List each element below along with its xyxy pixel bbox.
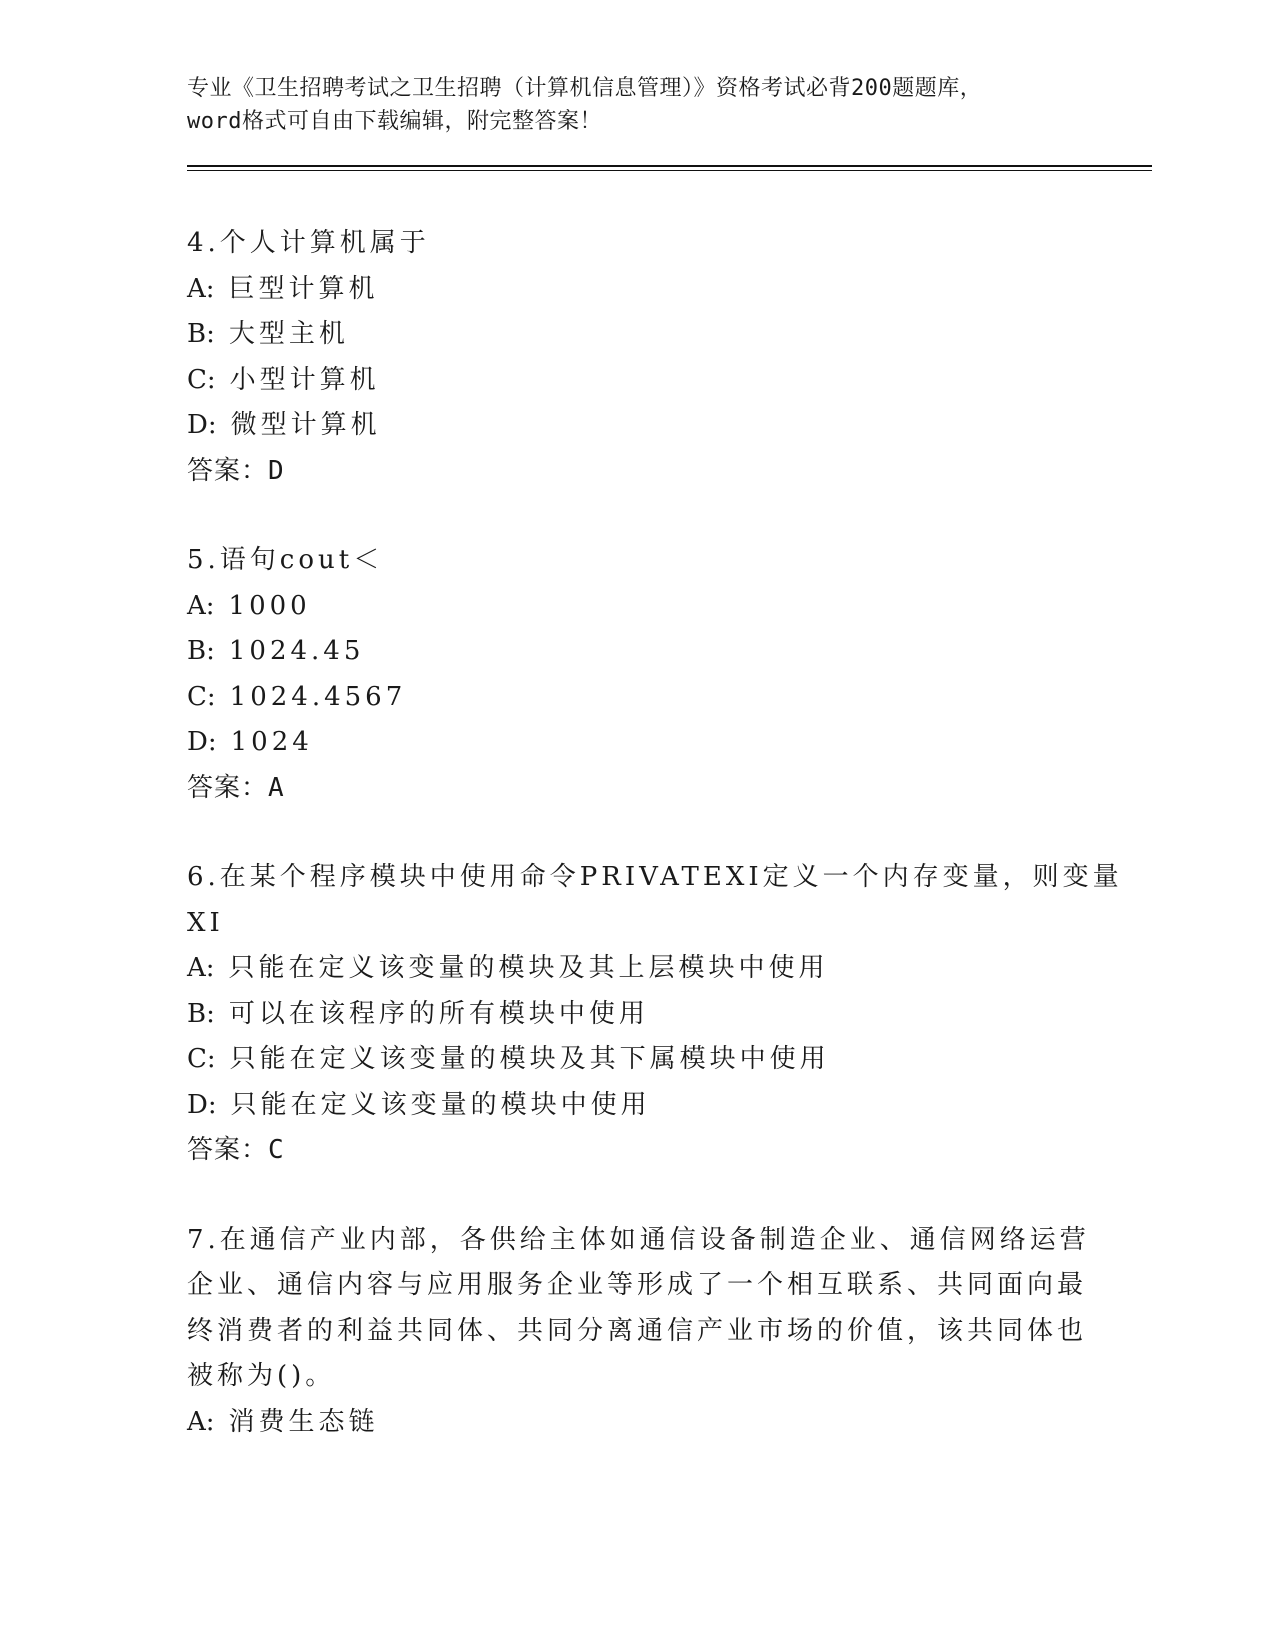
document-page: [187, 72, 1152, 1489]
header-title-line-1: 专业《卫生招聘考试之卫生招聘（计算机信息管理）》资格考试必背200题题库，: [187, 76, 983, 101]
answer-option: [187, 1400, 1152, 1446]
option-text: 可以在该程序的所有模块中使用: [228, 998, 649, 1029]
answer-option: [187, 1037, 1152, 1083]
question-text: 企业、通信内容与应用服务企业等形成了一个相互联系、共同面向最: [187, 1270, 1088, 1300]
option-text: 1024: [230, 727, 313, 757]
option-letter: D:: [187, 410, 217, 440]
answer-option: [187, 358, 1152, 404]
question-text: 7.在通信产业内部，各供给主体如通信设备制造企业、通信网络运营: [187, 1224, 1090, 1255]
option-text: 只能在定义该变量的模块及其上层模块中使用: [228, 953, 829, 983]
option-letter: C:: [187, 1044, 216, 1074]
answer-option: [187, 992, 1152, 1038]
answer-option: [187, 629, 1152, 675]
answer-option: [187, 675, 1152, 721]
option-letter: A:: [187, 273, 215, 304]
option-text: 1024.45: [228, 636, 365, 666]
answer-option: [187, 946, 1152, 992]
option-letter: B:: [187, 319, 215, 349]
option-text: 1000: [228, 590, 311, 621]
question-text: 被称为()。: [187, 1361, 336, 1391]
answer-option: [187, 584, 1152, 630]
option-text: 1024.4567: [229, 681, 407, 712]
option-letter: D:: [187, 1089, 217, 1120]
option-text: 巨型计算机: [228, 273, 379, 304]
divider-line-thin: [187, 170, 1152, 171]
answer-key: 答案：D: [187, 455, 285, 486]
option-letter: A:: [187, 590, 215, 621]
header-title-line-2: word格式可自由下载编辑，附完整答案！: [187, 109, 602, 134]
question-block: [187, 855, 1152, 1174]
question-text: 6.在某个程序模块中使用命令PRIVATEXI定义一个内存变量，则变量: [187, 862, 1123, 892]
document-header: [187, 72, 1152, 138]
option-letter: C:: [187, 681, 216, 712]
answer-option: [187, 403, 1152, 449]
option-letter: C:: [187, 364, 216, 395]
question-text: 4.个人计算机属于: [187, 228, 430, 258]
divider-line-thick: [187, 165, 1152, 167]
answer-key: 答案：A: [187, 772, 285, 803]
question-block: [187, 538, 1152, 811]
option-letter: B:: [187, 636, 215, 666]
question-text: XI: [187, 907, 224, 938]
option-text: 只能在定义该变量的模块中使用: [230, 1089, 651, 1120]
question-block: [187, 1218, 1152, 1446]
answer-key: 答案：C: [187, 1135, 285, 1165]
question-text: 终消费者的利益共同体、共同分离通信产业市场的价值，该共同体也: [187, 1315, 1088, 1346]
option-text: 消费生态链: [228, 1406, 379, 1437]
question-text: 5.语句cout＜: [187, 545, 384, 575]
option-text: 微型计算机: [230, 410, 381, 440]
option-text: 只能在定义该变量的模块及其下属模块中使用: [229, 1044, 830, 1074]
answer-option: [187, 267, 1152, 313]
answer-option: [187, 1083, 1152, 1129]
option-letter: A:: [187, 953, 215, 983]
answer-option: [187, 720, 1152, 766]
option-text: 大型主机: [228, 319, 349, 349]
answer-option: [187, 312, 1152, 358]
header-divider: [187, 165, 1152, 171]
option-text: 小型计算机: [229, 364, 380, 395]
option-letter: B:: [187, 998, 215, 1029]
option-letter: A:: [187, 1406, 215, 1437]
option-letter: D:: [187, 727, 217, 757]
question-block: [187, 221, 1152, 494]
question-list: [187, 221, 1152, 1445]
